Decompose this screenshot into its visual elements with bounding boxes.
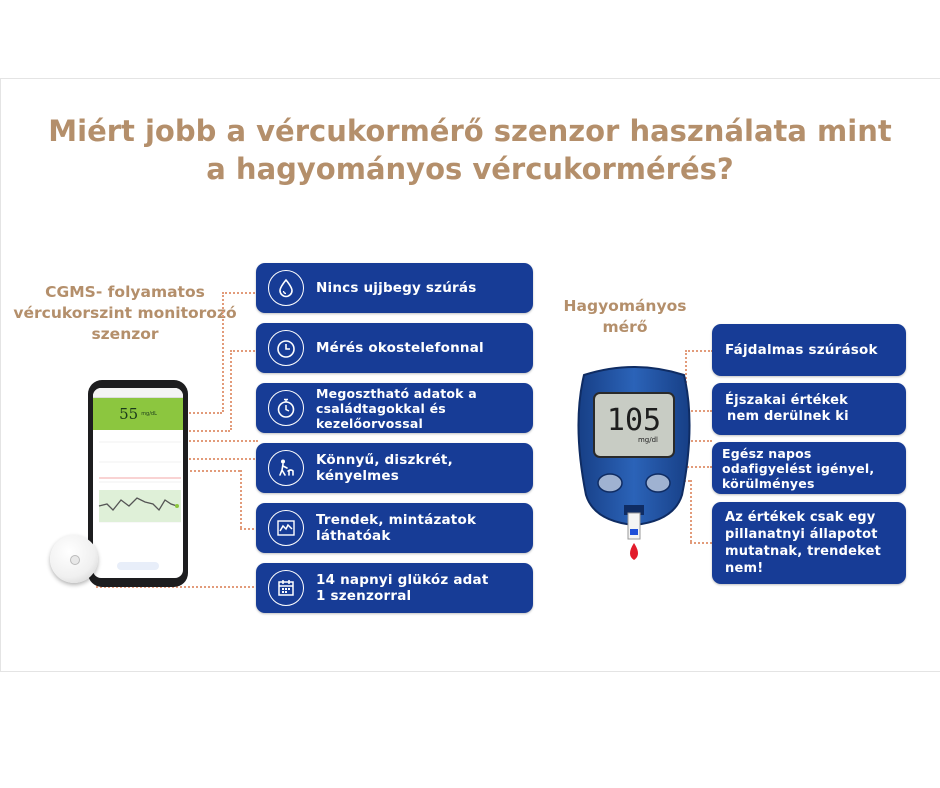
stopwatch-icon [268,390,304,426]
benefit-label: Mérés okostelefonnal [316,340,484,356]
benefit-card-no-finger-prick [256,263,533,313]
drawback-card-painful-pricks [712,324,906,376]
traditional-heading-line-1: Hagyományos [563,297,687,315]
traditional-heading [550,296,700,338]
benefit-label: Nincs ujjbegy szúrás [316,280,477,296]
connector-line [685,350,713,352]
connector-line [186,412,222,414]
glucose-reading-panel [93,398,183,430]
drawback-label: Az értékek csak egy pillanatnyi állapotot mutatnak, trendeket nem! [725,510,882,576]
connector-line [186,458,258,460]
drawback-label: Fájdalmas szúrások [725,342,878,358]
benefit-label: Könnyű, diszkrét, kényelmes [316,452,453,484]
smartphone-illustration [88,380,188,587]
connector-line [240,470,242,528]
benefit-label: Megosztható adatok a családtagokkal és kezelőorvossal [316,385,477,431]
person-walking-dog-icon [268,450,304,486]
drawback-card-all-day-attention [712,442,906,494]
cgms-heading-line-1: CGMS- folyamatos [45,283,205,301]
connector-line [186,430,230,432]
connector-line [222,292,224,412]
cgms-heading-line-2: vércukorszint monitorozó [13,304,237,322]
phone-screen [93,388,183,578]
benefit-card-shareable-data [256,383,533,433]
meter-reading: 105 [606,403,662,438]
benefit-label: 14 napnyi glükóz adat 1 szenzorral [316,572,489,604]
water-drop-icon [268,270,304,306]
clock-24-icon [268,330,304,366]
benefit-card-14-days [256,563,533,613]
meter-unit: mg/dl [637,436,658,444]
connector-line [222,292,258,294]
cgm-sensor-illustration [50,535,98,583]
benefit-card-smartphone [256,323,533,373]
trend-chart-icon [268,510,304,546]
cgms-heading-line-3: szenzor [91,325,159,343]
benefit-card-trends [256,503,533,553]
glucose-unit: mg/dL [141,411,157,417]
glucose-trend-graph [93,430,183,550]
title-line-1: Miért jobb a vércukormérő szenzor használata mint [48,114,892,148]
title-line-2: a hagyományos vércukormérés? [206,152,734,186]
drawback-card-momentary-values [712,502,906,584]
calendar-icon [268,570,304,606]
connector-line [230,350,232,430]
benefit-label: Trendek, mintázatok láthatóak [316,512,477,544]
meter-display [594,393,674,457]
connector-line [186,470,240,472]
drawback-label: Egész napos odafigyelést igényel, körülményes [722,445,875,491]
drawback-card-night-values [712,383,906,435]
benefit-card-easy-discreet [256,443,533,493]
page-title [40,112,900,188]
drawback-label: Éjszakai értékek nem derülnek ki [725,393,849,424]
connector-line [230,350,258,352]
glucose-reading: 55 [119,405,139,423]
connector-line [186,440,258,442]
cgms-heading [0,282,250,345]
traditional-heading-line-2: mérő [602,318,648,336]
